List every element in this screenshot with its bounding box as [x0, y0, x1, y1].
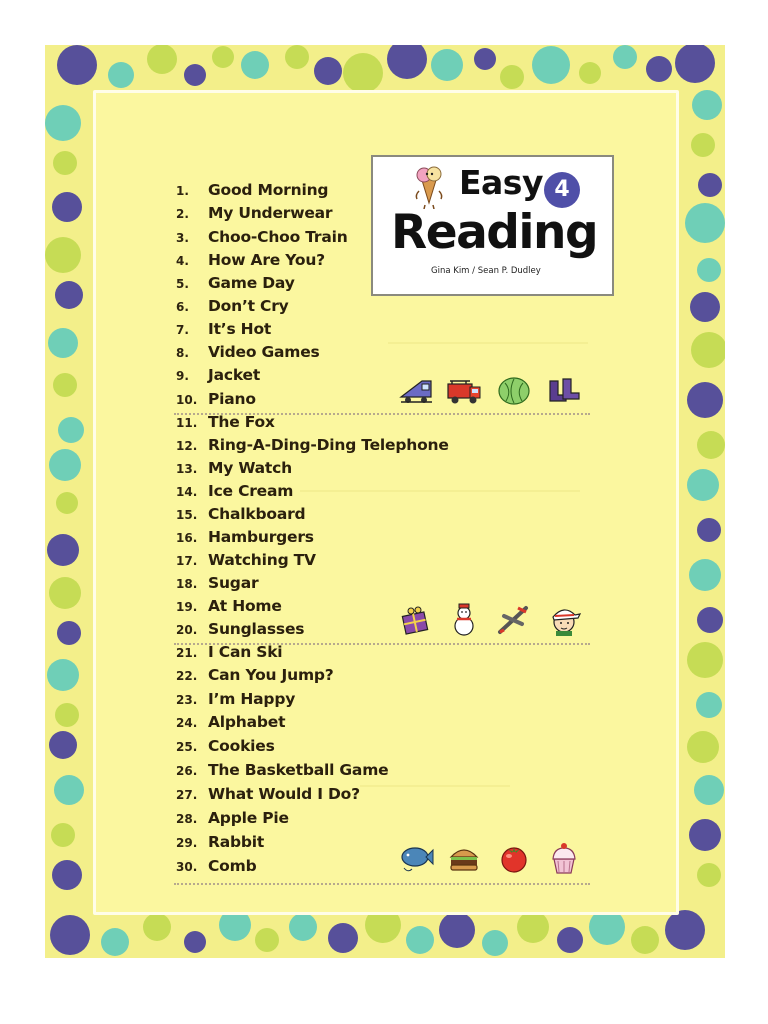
chapter-number: 29.: [176, 836, 198, 850]
chapter-title: The Basketball Game: [208, 761, 389, 779]
toc-row: [176, 482, 293, 505]
border-dot: [665, 910, 705, 950]
border-dot: [387, 45, 427, 79]
border-dot: [631, 926, 659, 954]
chapter-title: How Are You?: [208, 251, 325, 269]
border-dot: [687, 731, 719, 763]
toc-row: [176, 574, 258, 597]
border-dot: [500, 65, 524, 89]
chapter-number: 15.: [176, 508, 198, 522]
border-dot: [52, 860, 82, 890]
border-dot: [56, 492, 78, 514]
chapter-number: 5.: [176, 277, 189, 291]
border-dot: [184, 64, 206, 86]
border-dot: [285, 45, 309, 69]
logo-reading-text: Reading: [391, 205, 598, 260]
chapter-title: Can You Jump?: [208, 666, 334, 684]
chapter-number: 18.: [176, 577, 198, 591]
toc-row: [176, 620, 304, 643]
border-dot: [147, 45, 177, 74]
border-dot: [255, 928, 279, 952]
chapter-number: 23.: [176, 693, 198, 707]
chapter-number: 27.: [176, 788, 198, 802]
border-dot: [101, 928, 129, 956]
train-icon: [398, 373, 434, 407]
border-dot: [557, 927, 583, 953]
toc-row: [176, 436, 449, 459]
border-dot: [143, 913, 171, 941]
border-dot: [697, 863, 721, 887]
border-dot: [57, 621, 81, 645]
border-dot: [45, 105, 81, 141]
border-dot: [55, 703, 79, 727]
toc-row: [176, 713, 285, 736]
toc-row: [176, 297, 289, 320]
border-dot: [55, 281, 83, 309]
snowman-icon: [446, 602, 482, 636]
chapter-title: Apple Pie: [208, 809, 289, 827]
chapter-number: 7.: [176, 323, 189, 337]
chapter-title: Sunglasses: [208, 620, 305, 638]
border-dot: [108, 62, 134, 88]
hamburger-icon: [446, 841, 482, 875]
tomato-icon: [496, 841, 532, 875]
chapter-number: 4.: [176, 254, 189, 268]
border-dot: [439, 912, 475, 948]
toc-row: [176, 857, 256, 880]
ice-cream-mascot-icon: [411, 165, 447, 209]
cabbage-icon: [496, 373, 532, 407]
border-dot: [289, 913, 317, 941]
chapter-title: My Watch: [208, 459, 292, 477]
border-dot: [50, 915, 90, 955]
bleed-through-line: [300, 490, 580, 492]
toc-row: [176, 690, 295, 713]
border-dot: [687, 642, 723, 678]
chapter-number: 17.: [176, 554, 198, 568]
border-dot: [53, 151, 77, 175]
chapter-number: 9.: [176, 369, 189, 383]
border-dot: [675, 45, 715, 83]
toc-row: [176, 505, 305, 528]
toc-row: [176, 737, 275, 760]
chapter-title: What Would I Do?: [208, 785, 360, 803]
chapter-number: 13.: [176, 462, 198, 476]
chapter-title: Don’t Cry: [208, 297, 289, 315]
toc-row: [176, 320, 271, 343]
chapter-number: 12.: [176, 439, 198, 453]
border-dot: [687, 469, 719, 501]
toc-row: [176, 833, 264, 856]
border-dot: [698, 173, 722, 197]
border-dot: [689, 559, 721, 591]
toc-row: [176, 643, 282, 666]
border-dot: [184, 931, 206, 953]
chapter-number: 21.: [176, 646, 198, 660]
border-dot: [689, 819, 721, 851]
chapter-number: 8.: [176, 346, 189, 360]
border-dot: [49, 731, 77, 759]
toc-row: [176, 413, 275, 436]
logo-authors: Gina Kim / Sean P. Dudley: [431, 266, 541, 276]
chapter-title: Video Games: [208, 343, 320, 361]
toc-row: [176, 459, 292, 482]
section-divider: [174, 643, 590, 645]
border-dot: [212, 46, 234, 68]
airplane-icon: [496, 602, 532, 636]
chapter-number: 2.: [176, 207, 189, 221]
border-dot: [687, 382, 723, 418]
chapter-title: Hamburgers: [208, 528, 314, 546]
border-dot: [579, 62, 601, 84]
chapter-title: Watching TV: [208, 551, 316, 569]
cupcake-icon: [546, 841, 582, 875]
toc-row: [176, 785, 360, 808]
volume-badge: 4: [544, 172, 580, 208]
chapter-number: 1.: [176, 184, 189, 198]
border-dot: [49, 577, 81, 609]
chapter-number: 26.: [176, 764, 198, 778]
book-logo: [371, 155, 614, 296]
chapter-title: Comb: [208, 857, 257, 875]
border-dot: [58, 417, 84, 443]
border-dot: [53, 373, 77, 397]
border-dot: [241, 51, 269, 79]
chapter-title: Game Day: [208, 274, 295, 292]
toc-row: [176, 666, 334, 689]
bleed-through-line: [360, 785, 510, 787]
border-dot: [343, 53, 383, 93]
boots-icon: [546, 373, 582, 407]
chapter-title: My Underwear: [208, 204, 333, 222]
toc-row: [176, 343, 320, 366]
border-dot: [49, 449, 81, 481]
chapter-number: 11.: [176, 416, 198, 430]
border-dot: [474, 48, 496, 70]
toc-row: [176, 528, 314, 551]
toc-row: [176, 274, 295, 297]
border-dot: [685, 203, 725, 243]
border-dot: [691, 133, 715, 157]
border-dot: [613, 45, 637, 69]
border-dot: [328, 923, 358, 953]
border-dot: [690, 292, 720, 322]
border-dot: [482, 930, 508, 956]
chapter-title: Sugar: [208, 574, 259, 592]
chapter-number: 30.: [176, 860, 198, 874]
chapter-number: 16.: [176, 531, 198, 545]
border-dot: [692, 90, 722, 120]
chapter-number: 24.: [176, 716, 198, 730]
fire-truck-icon: [446, 373, 482, 407]
section-divider: [174, 883, 590, 885]
toc-row: [176, 204, 332, 227]
border-dot: [52, 192, 82, 222]
toc-row: [176, 597, 282, 620]
toc-row: [176, 551, 316, 574]
gift-box-icon: [398, 602, 434, 636]
chapter-title: Cookies: [208, 737, 275, 755]
chapter-title: Alphabet: [208, 713, 286, 731]
border-dot: [45, 237, 81, 273]
border-dot: [532, 46, 570, 84]
border-dot: [697, 607, 723, 633]
border-dot: [406, 926, 434, 954]
border-dot: [47, 659, 79, 691]
toc-row: [176, 251, 325, 274]
border-dot: [51, 823, 75, 847]
chapter-title: Piano: [208, 390, 256, 408]
chapter-number: 28.: [176, 812, 198, 826]
toc-row: [176, 390, 256, 413]
border-dot: [314, 57, 342, 85]
toc-row: [176, 809, 289, 832]
chapter-title: Good Morning: [208, 181, 329, 199]
border-dot: [697, 431, 725, 459]
toc-row: [176, 366, 260, 389]
chapter-title: I Can Ski: [208, 643, 283, 661]
bleed-through-line: [388, 342, 588, 344]
fish-icon: [398, 841, 434, 875]
chapter-title: Choo-Choo Train: [208, 228, 348, 246]
border-dot: [691, 332, 725, 368]
chapter-title: Ring-A-Ding-Ding Telephone: [208, 436, 449, 454]
chapter-title: At Home: [208, 597, 282, 615]
border-dot: [57, 45, 97, 85]
chapter-number: 6.: [176, 300, 189, 314]
chapter-number: 19.: [176, 600, 198, 614]
logo-easy-text: Easy: [459, 163, 543, 202]
border-dot: [517, 911, 549, 943]
chapter-number: 20.: [176, 623, 198, 637]
chapter-title: Chalkboard: [208, 505, 306, 523]
chapter-title: The Fox: [208, 413, 275, 431]
border-dot: [694, 775, 724, 805]
border-dot: [696, 692, 722, 718]
chapter-title: Rabbit: [208, 833, 265, 851]
toc-row: [176, 228, 348, 251]
border-dot: [47, 534, 79, 566]
boy-cap-icon: [546, 602, 582, 636]
toc-row: [176, 761, 388, 784]
border-dot: [697, 258, 721, 282]
chapter-title: Ice Cream: [208, 482, 294, 500]
chapter-title: Jacket: [208, 366, 261, 384]
chapter-number: 22.: [176, 669, 198, 683]
chapter-number: 10.: [176, 393, 198, 407]
chapter-title: I’m Happy: [208, 690, 296, 708]
section-divider: [174, 413, 590, 415]
border-dot: [697, 518, 721, 542]
border-dot: [48, 328, 78, 358]
border-dot: [646, 56, 672, 82]
border-dot: [431, 49, 463, 81]
chapter-number: 3.: [176, 231, 189, 245]
chapter-title: It’s Hot: [208, 320, 272, 338]
toc-row: [176, 181, 328, 204]
chapter-number: 25.: [176, 740, 198, 754]
border-dot: [54, 775, 84, 805]
chapter-number: 14.: [176, 485, 198, 499]
